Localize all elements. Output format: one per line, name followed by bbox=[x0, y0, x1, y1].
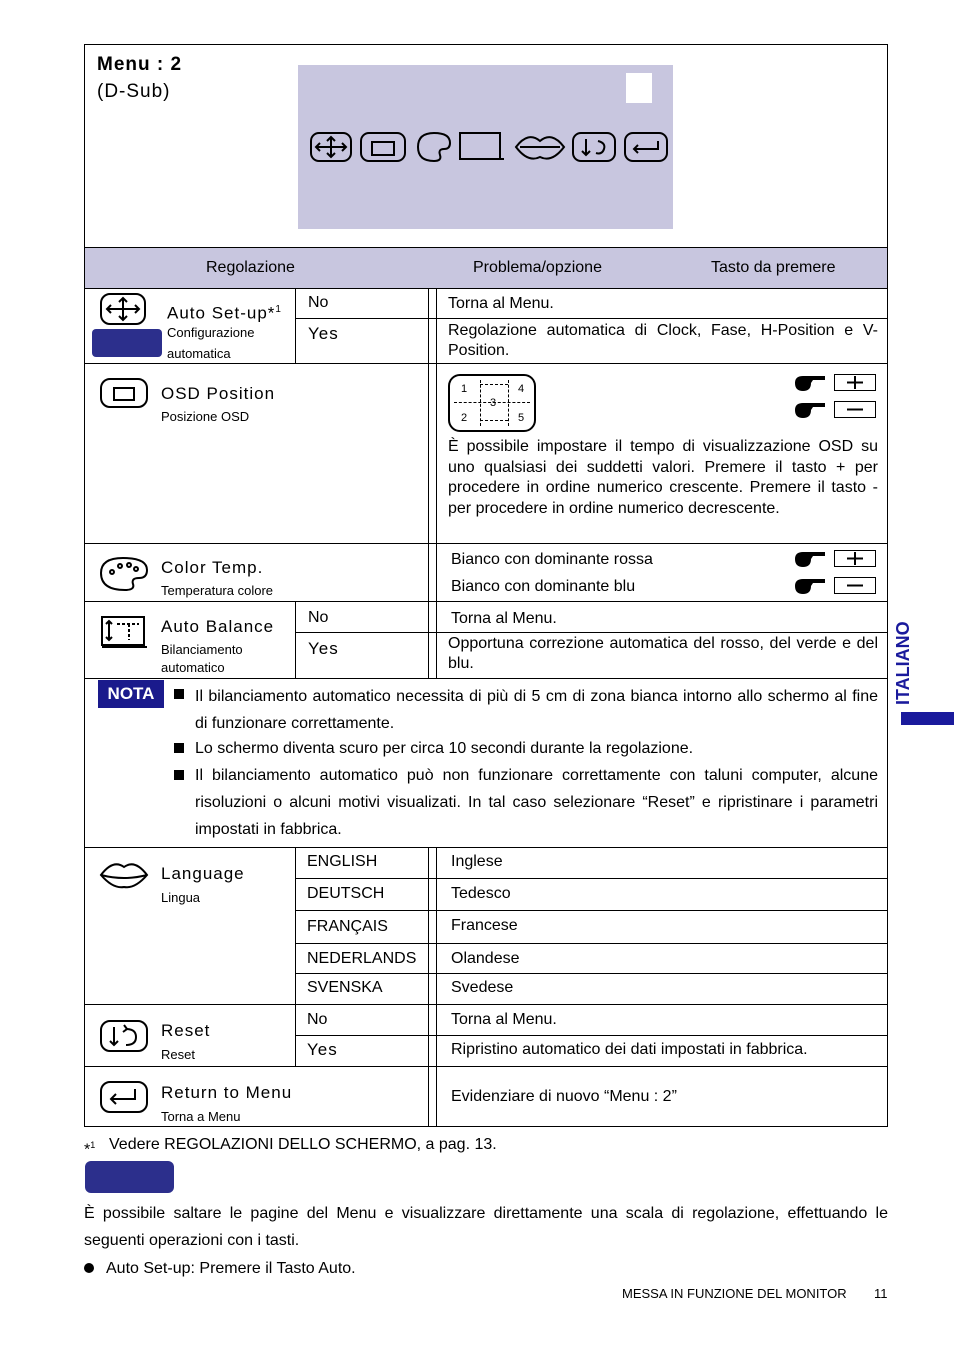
selection-cursor bbox=[626, 73, 652, 103]
divider bbox=[295, 1035, 887, 1036]
option-yes: Yes bbox=[308, 639, 339, 658]
option-no: No bbox=[308, 609, 329, 626]
bullet bbox=[84, 1263, 94, 1273]
divider bbox=[436, 543, 437, 601]
return-label: Return to Menu bbox=[161, 1083, 293, 1102]
osd-position-label: OSD Position bbox=[161, 384, 276, 403]
grid-5: 5 bbox=[518, 412, 525, 424]
desc-no: Torna al Menu. bbox=[448, 295, 554, 312]
divider bbox=[295, 878, 887, 879]
option-yes: Yes bbox=[308, 324, 339, 343]
auto-setup-sub2: automatica bbox=[167, 346, 231, 361]
return-desc: Evidenziare di nuovo “Menu : 2” bbox=[451, 1088, 677, 1105]
language-sub: Lingua bbox=[161, 890, 201, 905]
language-option-deutsch: DEUTSCH bbox=[307, 885, 385, 902]
auto-balance-label: Auto Balance bbox=[161, 617, 275, 636]
color-temp-opt2: Bianco con dominante blu bbox=[451, 578, 636, 595]
divider bbox=[428, 601, 429, 678]
osd-position-icon bbox=[99, 377, 149, 409]
header-problema: Problema/opzione bbox=[473, 259, 602, 276]
footnote-text: Vedere REGOLAZIONI DELLO SCHERMO, a pag. 13. bbox=[109, 1136, 497, 1153]
option-yes: Yes bbox=[307, 1040, 338, 1059]
color-temp-opt1: Bianco con dominante rossa bbox=[451, 551, 653, 568]
grid-4: 4 bbox=[518, 383, 525, 395]
language-option-francais: FRANÇAIS bbox=[307, 918, 388, 935]
menu-subtitle: (D-Sub) bbox=[97, 81, 171, 102]
pointing-hand-icon bbox=[793, 577, 827, 595]
page-number: 11 bbox=[874, 1286, 888, 1301]
divider bbox=[428, 1004, 429, 1127]
bullet bbox=[174, 770, 184, 780]
divider bbox=[436, 601, 437, 678]
language-option-english: ENGLISH bbox=[307, 853, 378, 870]
osd-position-desc: È possibile impostare il tempo di visualizzazione OSD su uno qualsiasi dei suddetti valori. Premere il tasto + per procedere in ordine numerico crescente. Premere il tasto - per procedere in ordine numerico decrescente. bbox=[448, 438, 878, 517]
desc-yes: Regolazione automatica di Clock, Fase, H-Position e V-Position. bbox=[448, 322, 878, 359]
desc-yes: Opportuna correzione automatica del rosso, del verde e del blu. bbox=[448, 635, 878, 672]
divider bbox=[436, 847, 437, 1127]
menu-title: Menu : 2 bbox=[97, 54, 183, 75]
auto-button[interactable] bbox=[92, 329, 162, 357]
return-icon bbox=[99, 1080, 149, 1114]
pointing-hand-icon bbox=[793, 401, 827, 419]
table-header bbox=[85, 248, 887, 288]
divider bbox=[85, 288, 887, 289]
divider bbox=[295, 288, 296, 363]
nota-bullet-1: Il bilanciamento automatico necessita di più di 5 cm di zona bianca intorno allo schermo al fine di funzionare correttamente. bbox=[195, 688, 878, 732]
divider bbox=[295, 943, 887, 944]
footer-section: MESSA IN FUNZIONE DEL MONITOR bbox=[622, 1286, 847, 1301]
language-name-svedese: Svedese bbox=[451, 979, 514, 996]
language-name-tedesco: Tedesco bbox=[451, 885, 511, 902]
divider bbox=[295, 973, 887, 974]
divider bbox=[85, 543, 887, 544]
side-tab-bar bbox=[901, 712, 954, 725]
divider bbox=[295, 632, 887, 633]
pointing-hand-icon bbox=[793, 374, 827, 392]
osd-menu-preview bbox=[298, 65, 673, 229]
language-option-svenska: SVENSKA bbox=[307, 979, 383, 996]
desc-no: Torna al Menu. bbox=[451, 610, 557, 627]
option-no: No bbox=[308, 294, 329, 311]
divider bbox=[85, 678, 887, 679]
bottom-paragraph: È possibile saltare le pagine del Menu e visualizzare direttamente una scala di regolazione, effettuando le seguenti operazioni con i tasti. bbox=[84, 1205, 888, 1249]
reset-icon bbox=[99, 1019, 149, 1053]
divider bbox=[428, 847, 429, 1004]
auto-balance-icon bbox=[99, 614, 149, 650]
auto-balance-sub2: automatico bbox=[161, 660, 225, 675]
plus-button[interactable] bbox=[834, 374, 876, 391]
direct-access-button[interactable] bbox=[85, 1161, 174, 1193]
divider bbox=[436, 248, 437, 543]
nota-bullet-3: Il bilanciamento automatico può non funzionare correttamente con taluni computer, alcune risoluzioni o alcuni motivi visualizati. In tal caso selezionare “Reset” e ripristinare i parametri impostati in fabbrica. bbox=[195, 767, 878, 838]
language-label: Language bbox=[161, 864, 245, 883]
divider bbox=[85, 847, 887, 848]
desc-yes: Ripristino automatico dei dati impostati in fabbrica. bbox=[451, 1041, 808, 1058]
plus-button[interactable] bbox=[834, 550, 876, 567]
auto-setup-label: Auto Set-up*$^1$ bbox=[167, 303, 282, 323]
side-tab-label: ITALIANO bbox=[893, 621, 913, 705]
divider bbox=[85, 1066, 887, 1067]
grid-3: 3 bbox=[490, 397, 497, 409]
desc-no: Torna al Menu. bbox=[451, 1011, 557, 1028]
language-option-nederlands: NEDERLANDS bbox=[307, 950, 417, 967]
color-temp-label: Color Temp. bbox=[161, 558, 264, 577]
header-tasto: Tasto da premere bbox=[711, 259, 836, 276]
auto-setup-icon bbox=[99, 292, 147, 326]
divider bbox=[85, 1004, 887, 1005]
divider bbox=[428, 543, 429, 601]
color-temp-sub: Temperatura colore bbox=[161, 583, 273, 598]
auto-balance-sub1: Bilanciamento bbox=[161, 642, 243, 657]
reset-sub: Reset bbox=[161, 1047, 195, 1062]
bullet bbox=[174, 689, 184, 699]
divider bbox=[428, 363, 429, 543]
bullet bbox=[174, 743, 184, 753]
divider bbox=[85, 363, 887, 364]
language-name-francese: Francese bbox=[451, 917, 518, 934]
grid-2: 2 bbox=[461, 412, 468, 424]
divider bbox=[85, 601, 887, 602]
menu-icons-row bbox=[308, 129, 668, 169]
return-sub: Torna a Menu bbox=[161, 1109, 241, 1124]
language-name-olandese: Olandese bbox=[451, 950, 520, 967]
reset-label: Reset bbox=[161, 1021, 211, 1040]
divider bbox=[295, 910, 887, 911]
osd-position-grid bbox=[448, 374, 536, 432]
nota-tag: NOTA bbox=[98, 680, 164, 708]
auto-setup-sub1: Configurazione bbox=[167, 325, 255, 340]
lips-icon bbox=[98, 858, 150, 892]
nota-bullet-2: Lo schermo diventa scuro per circa 10 secondi durante la regolazione. bbox=[195, 740, 694, 757]
divider bbox=[295, 601, 296, 678]
option-no: No bbox=[307, 1011, 328, 1028]
grid-1: 1 bbox=[461, 383, 468, 395]
language-name-inglese: Inglese bbox=[451, 853, 503, 870]
osd-position-sub: Posizione OSD bbox=[161, 409, 250, 424]
minus-button[interactable] bbox=[834, 401, 876, 418]
footnote: *$^1$ bbox=[84, 1140, 96, 1159]
bottom-bullet: Auto Set-up: Premere il Tasto Auto. bbox=[106, 1260, 356, 1277]
minus-button[interactable] bbox=[834, 577, 876, 594]
palette-icon bbox=[98, 555, 150, 591]
header-regolazione: Regolazione bbox=[206, 259, 295, 276]
divider bbox=[295, 847, 296, 1067]
pointing-hand-icon bbox=[793, 550, 827, 568]
divider bbox=[295, 318, 887, 319]
